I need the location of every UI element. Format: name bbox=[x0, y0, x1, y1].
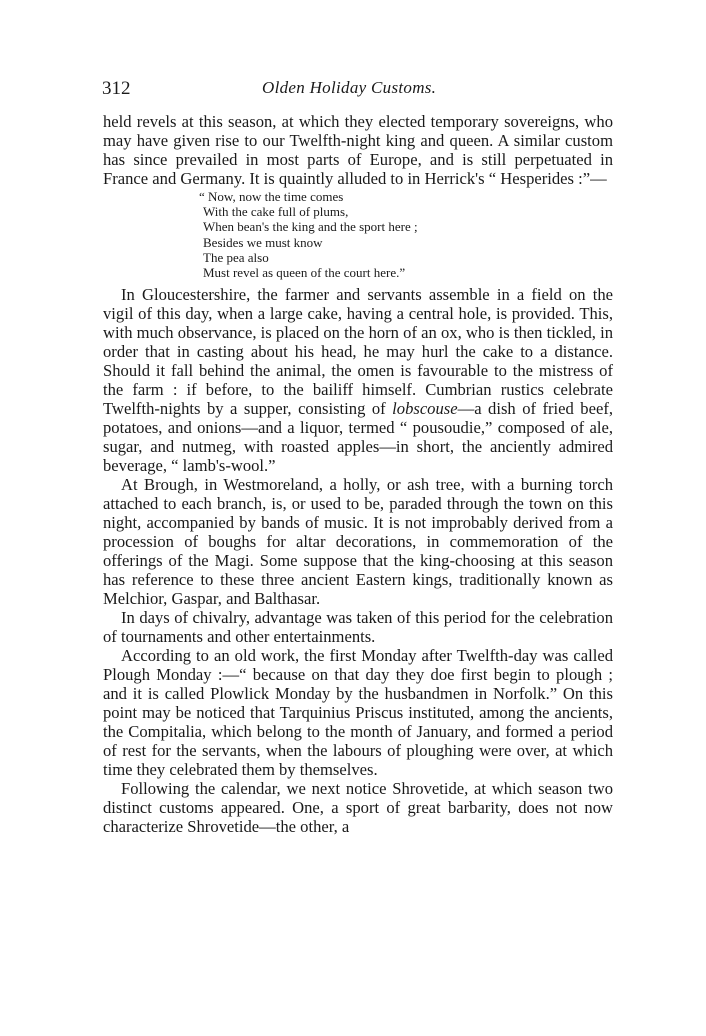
verse-line: When bean's the king and the sport here ; bbox=[203, 219, 418, 235]
verse-line: Must revel as queen of the court here.” bbox=[203, 265, 406, 281]
paragraph-chivalry: In days of chivalry, advantage was taken of this period for the celebration of tournaments and other entertainments. bbox=[103, 608, 613, 647]
gloucestershire-text-start: In Gloucestershire, the farmer and servants assemble in a field on the vigil of this day, when a large cake, having a central hole, is provided. This, with much observance, is placed on the horn of an ox, who is then tickled, in order that in casting about his head, he may hurl the cake to a distance. Should it fall behind the animal, the omen is favourable to the mistress of the farm : if before, to the bailiff himself. Cumbrian rustics celebrate Twelfth-nights by a supper, consisting of bbox=[103, 285, 613, 419]
hesperides-verse bbox=[199, 189, 613, 281]
lobscouse-term: lobscouse bbox=[392, 399, 458, 419]
verse-line: “ Now, now the time comes bbox=[199, 189, 344, 204]
gloucestershire-text-end: —a dish of fried beef, potatoes, and onions—and a liquor, termed “ pousoudie,” composed of ale, sugar, and nutmeg, with roasted apples—in short, the anciently admired beverage, “ lamb's-wool.” bbox=[103, 399, 613, 476]
verse-line: Besides we must know bbox=[203, 234, 323, 250]
paragraph-shrovetide: Following the calendar, we next notice Shrovetide, at which season two distinct customs appeared. One, a sport of great barbarity, does not now characterize Shrovetide—the other, a bbox=[103, 779, 613, 837]
running-title: Olden Holiday Customs. bbox=[262, 78, 437, 97]
paragraph-plough-monday: According to an old work, the first Monday after Twelfth-day was called Plough Monday :—“ because on that day they doe first begin to plough ; and it is called Plowlick Monday by the husbandmen in Norfolk.” On this point may be noticed that Tarquinius Priscus instituted, among the ancients, the Compitalia, which belong to the month of January, and formed a period of rest for the servants, when the labours of ploughing were over, at which time they celebrated them by themselves. bbox=[103, 646, 613, 780]
page-number: 312 bbox=[102, 78, 131, 99]
paragraph-brough: At Brough, in Westmoreland, a holly, or ash tree, with a burning torch attached to each branch, is, or used to be, paraded through the town on this night, accompanied by bands of music. It is not improbably derived from a procession of boughs for altar decorations, in commemoration of the offerings of the Magi. Some suppose that the king-choosing at this season has reference to these three ancient Eastern kings, traditionally known as Melchior, Gaspar, and Balthasar. bbox=[103, 475, 613, 609]
verse-line: With the cake full of plums, bbox=[203, 204, 349, 220]
page-header bbox=[102, 78, 612, 104]
body-text bbox=[103, 112, 613, 836]
paragraph-gloucestershire bbox=[103, 285, 613, 475]
verse-line: The pea also bbox=[203, 249, 269, 265]
paragraph-herrick: held revels at this season, at which they elected temporary sovereigns, who may have given rise to our Twelfth-night king and queen. A similar custom has since prevailed in most parts of Europe, and is still perpetuated in France and Germany. It is quaintly alluded to in Herrick's “ Hesperides :”— bbox=[103, 112, 613, 188]
